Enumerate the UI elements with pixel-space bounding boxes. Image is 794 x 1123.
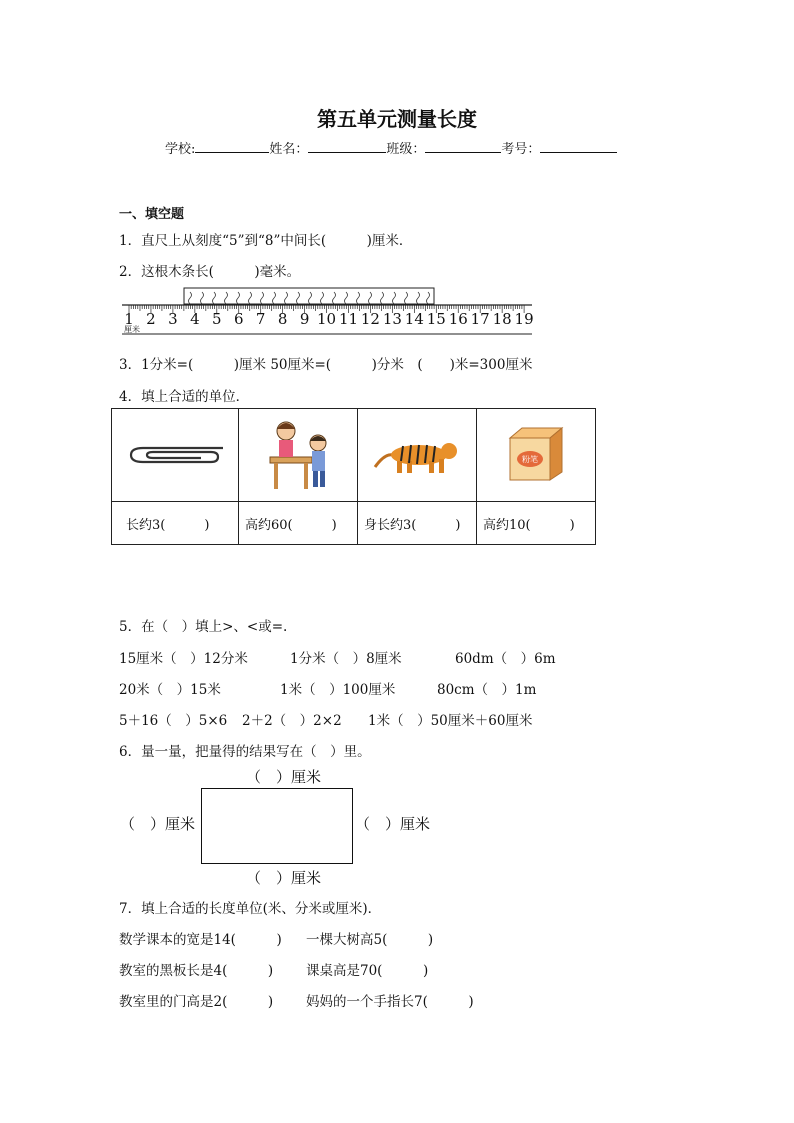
ruler-number: 10: [317, 310, 337, 328]
ruler-number: 19: [514, 310, 534, 328]
compare-item: 5＋16（ ）5×6: [119, 713, 228, 729]
ruler-number: 14: [404, 310, 424, 328]
ruler-number: 11: [338, 310, 359, 328]
ruler-number: 8: [277, 310, 288, 328]
question-5: 5．在（ ）填上>、<或=.: [119, 619, 288, 635]
question-7: 7．填上合适的长度单位(米、分米或厘米)．: [119, 901, 382, 917]
ruler-number: 6: [233, 310, 244, 328]
rect-left-label[interactable]: （ ）厘米: [120, 815, 196, 833]
children-desk-icon: [258, 415, 338, 491]
ruler-number: 18: [492, 310, 512, 328]
ruler-number: 2: [146, 310, 156, 328]
ruler-number: 7: [255, 310, 266, 328]
compare-item: 80cm（ ）1m: [437, 682, 537, 698]
compare-item: 20米（ ）15米: [119, 682, 221, 698]
rect-top-label[interactable]: （ ）厘米: [246, 768, 322, 786]
ruler-number: 15: [426, 310, 446, 328]
compare-item: 1米（ ）100厘米: [280, 682, 396, 698]
unit-cell-paperclip[interactable]: 长约3( ): [112, 502, 239, 545]
question-3: 3．1分米=( )厘米 50厘米=( )分米 ( )米=300厘米: [119, 357, 533, 373]
question-6: 6．量一量，把量得的结果写在（ ）里。: [119, 744, 371, 760]
school-label: 学校:: [165, 142, 196, 157]
ruler-number: 12: [360, 310, 380, 328]
chalk-box-cell: [477, 409, 596, 502]
unit-cell-chalk-box[interactable]: 高约10( ): [477, 502, 596, 545]
question-1: 1．直尺上从刻度“5”到“8”中间长( )厘米．: [119, 233, 413, 249]
compare-item: 60dm（ ）6m: [455, 651, 556, 667]
children-cell: [239, 409, 358, 502]
units-table: [111, 408, 596, 545]
section-fill-blank: 一、填空题: [119, 207, 185, 222]
ruler-number: 4: [190, 310, 200, 328]
class-blank[interactable]: [425, 140, 501, 153]
number-blank[interactable]: [540, 140, 617, 153]
rect-bottom-label[interactable]: （ ）厘米: [246, 869, 322, 887]
unit-fill-item: 教室的黑板长是4( ): [119, 963, 274, 979]
measure-rectangle: [201, 788, 353, 864]
tiger-cell: [358, 409, 477, 502]
page-title: 第五单元测量长度: [317, 107, 477, 131]
wood-strip: [184, 288, 434, 304]
ruler-numbers: [124, 310, 533, 328]
number-label: 考号：: [501, 142, 541, 157]
ruler-number: 9: [299, 310, 310, 328]
ruler-number: 17: [470, 310, 490, 328]
unit-fill-item: 妈妈的一个手指长7( ): [306, 994, 474, 1010]
compare-item: 15厘米（ ）12分米: [119, 651, 248, 667]
chalk-box-text: 粉笔: [522, 455, 538, 464]
unit-cell-children[interactable]: 高约60( ): [239, 502, 358, 545]
unit-fill-item: 数学课本的宽是14( ): [119, 932, 282, 948]
ruler-number: 1: [124, 310, 134, 328]
compare-item: 1分米（ ）8厘米: [290, 651, 402, 667]
name-blank[interactable]: [308, 140, 386, 153]
ruler-number: 3: [168, 310, 178, 328]
ruler-number: 13: [382, 310, 402, 328]
name-label: 姓名：: [269, 142, 309, 157]
ruler-unit-label: 厘米: [124, 325, 140, 334]
ruler-figure: [118, 284, 538, 336]
question-4: 4．填上合适的单位．: [119, 389, 250, 405]
compare-item: 1米（ ）50厘米＋60厘米: [368, 713, 533, 729]
unit-cell-tiger[interactable]: 身长约3( ): [358, 502, 477, 545]
school-blank[interactable]: [195, 140, 269, 153]
unit-fill-item: 教室里的门高是2( ): [119, 994, 274, 1010]
student-info-line: [165, 138, 617, 157]
chalk-box-icon: [504, 424, 568, 482]
unit-fill-item: 一棵大树高5( ): [306, 932, 434, 948]
ruler-number: 5: [212, 310, 222, 328]
paperclip-cell: [112, 409, 239, 502]
tiger-icon: [371, 431, 463, 475]
compare-item: 2＋2（ ）2×2: [242, 713, 342, 729]
unit-fill-item: 课桌高是70( ): [306, 963, 429, 979]
ruler-number: 16: [448, 310, 468, 328]
question-2: 2．这根木条长( )毫米。: [119, 264, 301, 280]
rect-right-label[interactable]: （ ）厘米: [355, 815, 431, 833]
paperclip-icon: [125, 438, 225, 468]
class-label: 班级：: [386, 142, 426, 157]
